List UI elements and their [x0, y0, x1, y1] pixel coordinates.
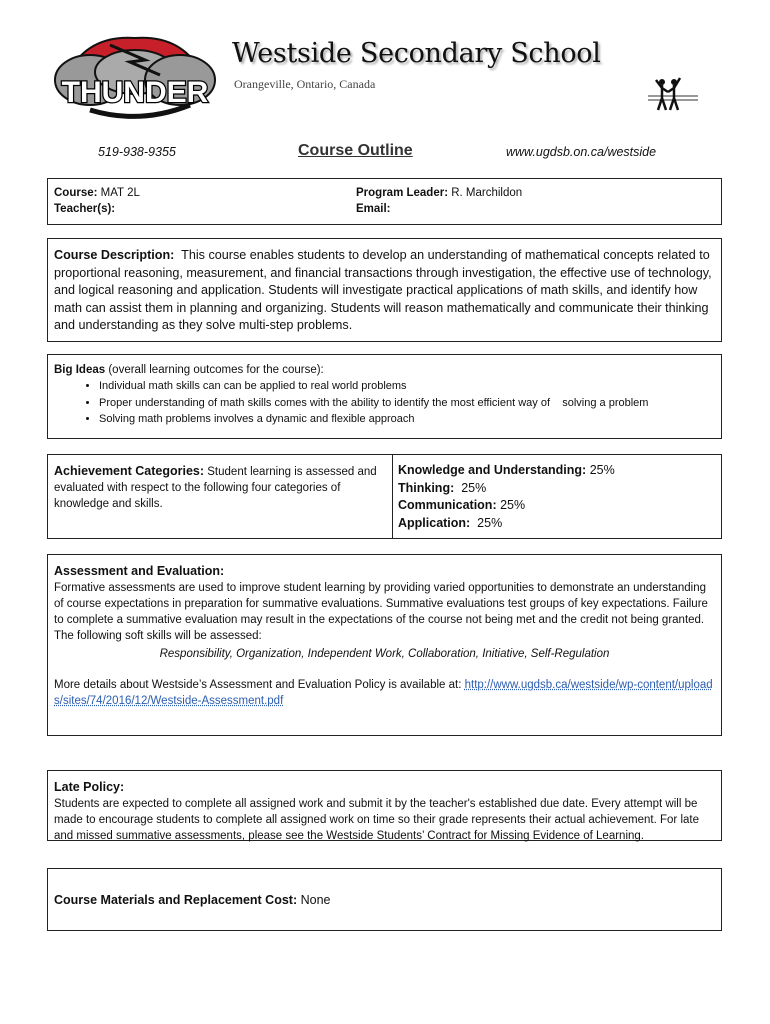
policy-link[interactable]: http://www.ugdsb.ca/westside/wp-content/uploads/sites/74/2016/12/Westside-Assessment.pdf	[54, 679, 713, 707]
policy-text: More details about Westside’s Assessment and Evaluation Policy is available at:	[54, 679, 462, 691]
late-policy-text: Students are expected to complete all assigned work and submit it by the teacher's established due date. Every attempt will be made to encourage students to complete all assigned work on time so their grade represents their actual achievement. For late and missed summative assessments, please see the Westside Students’ Contract for Missing Evidence of Learning.	[54, 798, 699, 842]
category-weight: 25%	[589, 463, 615, 477]
category-weight: 25%	[477, 515, 503, 530]
assessment-text: Formative assessments are used to improve student learning by providing varied opportunities to demonstrate an understanding of course expectations in preparation for summative evaluations. Summative evaluations test groups of key expectations. Failure to complete a summative evaluation may result in the expectations of the course not being met and the credit not being granted.	[54, 582, 708, 626]
soft-skills-list: Responsibility, Organization, Independent Work, Collaboration, Initiative, Self-Regulation	[159, 648, 610, 660]
program-leader-value: R. Marchildon	[451, 187, 523, 199]
big-ideas-label: Big Ideas	[54, 364, 106, 376]
achievement-box	[47, 454, 722, 539]
soft-skills-intro: The following soft skills will be assessed:	[54, 630, 262, 642]
big-idea-item: • Solving math problems involves a dynamic and flexible approach	[99, 411, 715, 428]
course-value: MAT 2L	[100, 187, 140, 199]
runners-icon	[648, 74, 698, 114]
thunder-logo	[50, 30, 220, 120]
big-ideas-box	[47, 354, 722, 439]
big-idea-item: • Proper understanding of math skills comes with the ability to identify the most efficient way of solving a problem	[99, 395, 715, 412]
big-ideas-sublabel: (overall learning outcomes for the course):	[108, 364, 324, 376]
school-website[interactable]: www.ugdsb.on.ca/westside	[506, 145, 657, 159]
achievement-categories	[398, 462, 615, 532]
assessment-label: Assessment and Evaluation:	[54, 564, 225, 578]
teacher-label: Teacher(s):	[54, 203, 116, 215]
course-description-box	[47, 238, 722, 342]
course-label: Course:	[54, 187, 98, 199]
category-name: Thinking:	[398, 480, 455, 495]
big-idea-item: • Individual math skills can can be applied to real world problems	[99, 378, 715, 395]
category-name: Knowledge and Understanding:	[398, 463, 587, 477]
materials-box	[47, 868, 722, 931]
achievement-text: Student learning is assessed and evaluated with respect to the following four categories of knowledge and skills.	[54, 466, 377, 510]
category-weight: 25%	[500, 498, 526, 512]
document-title: Course Outline	[298, 142, 413, 159]
program-leader-label: Program Leader:	[356, 187, 449, 199]
materials-label: Course Materials and Replacement Cost:	[54, 893, 298, 907]
description-label: Course Description:	[54, 248, 175, 262]
email-label: Email:	[356, 203, 391, 215]
school-phone: 519-938-9355	[98, 145, 176, 159]
category-name: Communication:	[398, 498, 497, 512]
description-text: This course enables students to develop an understanding of mathematical concepts related to proportional reasoning, measurement, and financial transactions through investigation, the effective use of technology, and logical reasoning and application. Students will investigate practical applications of math skills, and identify how math can assist them in planning and organizing. Students will reason mathematically and communicate their thinking and understanding as they solve multi-step problems.	[54, 248, 712, 332]
achievement-label: Achievement Categories:	[54, 464, 205, 478]
school-location: Orangeville, Ontario, Canada	[234, 77, 376, 91]
late-policy-box	[47, 770, 722, 841]
category-weight: 25%	[461, 480, 487, 495]
materials-value: None	[300, 893, 331, 907]
school-name: Westside Secondary School	[232, 38, 601, 69]
assessment-box	[47, 554, 722, 736]
category-name: Application:	[398, 515, 471, 530]
late-policy-label: Late Policy:	[54, 780, 125, 794]
course-info-box	[47, 178, 722, 225]
svg-text:THUNDER: THUNDER	[61, 76, 209, 109]
